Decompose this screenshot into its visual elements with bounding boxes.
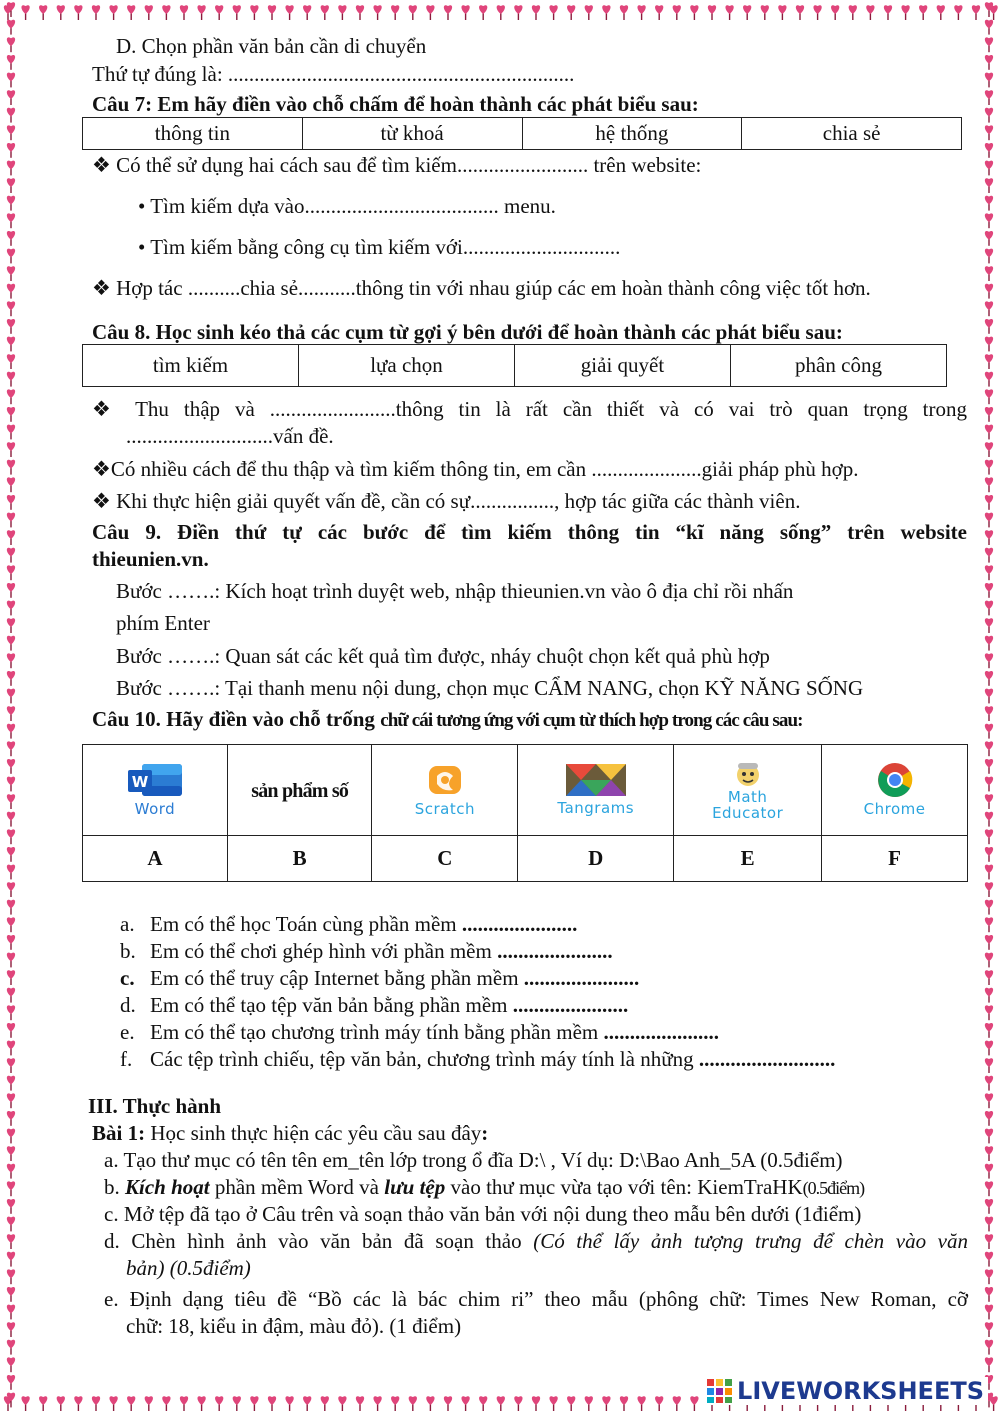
q8-statement-2[interactable]: ❖Có nhiều cách để thu thập và tìm kiếm thông tin, em cần .....................giải pháp phù hợp. <box>92 457 859 481</box>
q10-software-table <box>82 744 968 882</box>
item-text: Em có thể tạo tệp văn bản bằng phần mềm <box>150 993 513 1017</box>
word-label: Word <box>134 800 176 818</box>
bai1-task-e: e. Định dạng tiêu đề “Bồ các là bác chim ri” theo mẫu (phông chữ: Times New Roman, cỡ <box>104 1287 968 1311</box>
q7-word[interactable]: hệ thống <box>522 118 742 150</box>
q7-statement-1[interactable]: ❖ Có thể sử dụng hai cách sau để tìm kiếm......................... trên website: <box>92 153 702 177</box>
software-cell-scratch <box>372 745 518 836</box>
software-cell-digital-product <box>227 745 372 836</box>
letter-cell: D <box>518 836 674 882</box>
q9-step-3[interactable]: Bước …….: Tại thanh menu nội dung, chọn mục CẨM NANG, chọn KỸ NĂNG SỐNG <box>116 676 864 700</box>
q10-title-rest: chữ cái tương ứng với cụm từ thích hợp trong các câu sau: <box>380 710 803 731</box>
bai1-label: Bài 1: <box>92 1121 146 1145</box>
item-text: Em có thể chơi ghép hình với phần mềm <box>150 939 498 963</box>
word-icon <box>124 762 186 798</box>
task-b-end: vào thư mục vừa tạo với tên: KiemTraHK <box>445 1175 803 1199</box>
q7-word[interactable]: thông tin <box>83 118 303 150</box>
math-educator-label <box>712 789 783 821</box>
q9-step-1-cont: phím Enter <box>116 611 210 635</box>
bai1-task-e-cont: chữ: 18, kiểu in đậm, màu đỏ). (1 điểm) <box>126 1314 462 1338</box>
liveworksheets-logo[interactable] <box>703 1377 988 1405</box>
q10-title <box>92 706 803 734</box>
task-b-bold-1: Kích hoạt <box>125 1175 210 1199</box>
letter-cell: E <box>674 836 822 882</box>
bai1-intro <box>92 1120 488 1146</box>
q7-title: Câu 7: Em hãy điền vào chỗ chấm để hoàn thành các phát biểu sau: <box>92 92 699 116</box>
q8-statement-1b[interactable]: ............................vấn đề. <box>126 424 334 448</box>
q8-title: Câu 8. Học sinh kéo thả các cụm từ gợi ý bên dưới để hoàn thành các phát biểu sau: <box>92 320 843 344</box>
q10-item-b <box>120 938 613 964</box>
q9-step-1[interactable]: Bước …….: Kích hoạt trình duyệt web, nhập thieunien.vn vào ô địa chỉ rồi nhấn <box>116 579 794 603</box>
bai1-task-d-cont <box>126 1255 251 1281</box>
task-b-bold-2: lưu tệp <box>384 1175 446 1199</box>
task-d-text: d. Chèn hình ảnh vào văn bản đã soạn thảo <box>104 1229 534 1253</box>
bai1-colon: : <box>481 1121 489 1145</box>
q10-item-d <box>120 992 628 1018</box>
item-marker: e. <box>120 1020 135 1044</box>
q10-title-main: Câu 10. Hãy điền vào chỗ trống <box>92 707 375 731</box>
math-educator-icon <box>728 761 768 787</box>
item-text: Em có thể học Toán cùng phần mềm <box>150 912 462 936</box>
q9-title-line-1: Câu 9. Điền thứ tự các bước để tìm kiếm thông tin “kĩ năng sống” trên website <box>92 520 967 544</box>
chrome-icon <box>877 762 913 798</box>
software-cell-tangrams <box>518 745 674 836</box>
answer-blank[interactable]: ...................... <box>497 939 613 963</box>
answer-blank[interactable]: ...................... <box>523 966 640 990</box>
tangrams-label: Tangrams <box>557 799 635 817</box>
item-marker: c. <box>120 966 135 990</box>
letter-cell: C <box>372 836 518 882</box>
q6-option-d: D. Chọn phần văn bản cần di chuyển <box>116 34 427 58</box>
q7-word-bank <box>82 117 962 150</box>
q9-step-2[interactable]: Bước …….: Quan sát các kết quả tìm được, nháy chuột chọn kết quả phù hợp <box>116 644 770 668</box>
math-educator-label-line-1: Math <box>727 788 768 806</box>
q10-item-f <box>120 1046 835 1072</box>
digital-product-label: sản phẩm số <box>251 779 349 802</box>
q8-word-bank <box>82 344 947 387</box>
task-b-points: (0.5điểm) <box>802 1178 865 1198</box>
q6-answer-order[interactable]: Thứ tự đúng là: .................................................................. <box>92 62 575 86</box>
answer-blank[interactable]: ...................... <box>512 993 629 1017</box>
liveworksheets-grid-icon <box>707 1379 733 1403</box>
liveworksheets-brand-text: LIVEWORKSHEETS <box>737 1377 984 1405</box>
item-marker: f. <box>120 1047 133 1071</box>
answer-blank[interactable]: ...................... <box>603 1020 719 1044</box>
q8-statement-3[interactable]: ❖ Khi thực hiện giải quyết vấn đề, cần có sự................, hợp tác giữa các thành viên. <box>92 489 801 513</box>
software-cell-word <box>83 745 228 836</box>
q7-statement-1b[interactable]: • Tìm kiếm bằng công cụ tìm kiếm với.............................. <box>138 235 621 259</box>
q10-item-a <box>120 911 577 937</box>
q10-item-e <box>120 1019 719 1045</box>
q8-word[interactable]: lựa chọn <box>299 345 515 387</box>
q7-word[interactable]: chia sẻ <box>742 118 962 150</box>
q8-word[interactable]: tìm kiếm <box>83 345 299 387</box>
bai1-task-c: c. Mở tệp đã tạo ở Câu trên và soạn thảo văn bản với nội dung theo mẫu bên dưới (1điểm) <box>104 1202 862 1226</box>
q10-item-c <box>120 965 639 991</box>
q7-word[interactable]: từ khoá <box>302 118 522 150</box>
bai1-task-d <box>104 1228 968 1254</box>
task-d-italic: (Có thể lấy ảnh tượng trưng để chèn vào văn <box>533 1229 968 1253</box>
practice-heading: III. Thực hành <box>88 1094 222 1118</box>
letter-cell: F <box>822 836 968 882</box>
bai1-task-b <box>104 1174 864 1201</box>
q7-statement-2[interactable]: ❖ Hợp tác ..........chia sẻ...........thông tin với nhau giúp các em hoàn thành công việc tốt hơn. <box>92 276 871 300</box>
task-d-italic-cont: bản) (0.5điểm) <box>126 1256 251 1280</box>
svg-text:W: W <box>131 773 149 791</box>
q7-statement-1a[interactable]: • Tìm kiếm dựa vào..................................... menu. <box>138 194 556 218</box>
task-b-prefix: b. <box>104 1175 125 1199</box>
q8-statement-1a[interactable]: ❖ Thu thập và ........................thông tin là rất cần thiết và có vai trò quan trọng trong <box>92 397 967 421</box>
software-cell-chrome <box>822 745 968 836</box>
answer-blank[interactable]: .......................... <box>698 1047 836 1071</box>
item-text: Em có thể tạo chương trình máy tính bằng phần mềm <box>150 1020 604 1044</box>
scratch-icon <box>423 762 467 798</box>
letter-cell: B <box>227 836 372 882</box>
item-marker: d. <box>120 993 136 1017</box>
q8-word[interactable]: giải quyết <box>515 345 731 387</box>
item-marker: b. <box>120 939 136 963</box>
math-educator-label-line-2: Educator <box>712 804 784 822</box>
software-cell-math-educator <box>674 745 822 836</box>
chrome-label: Chrome <box>863 800 926 818</box>
q8-word[interactable]: phân công <box>731 345 947 387</box>
scratch-label: Scratch <box>414 800 475 818</box>
bai1-task-a: a. Tạo thư mục có tên tên em_tên lớp trong ổ đĩa D:\ , Ví dụ: D:\Bao Anh_5A (0.5điểm) <box>104 1148 843 1172</box>
q9-title-line-2: thieunien.vn. <box>92 547 209 571</box>
item-text: Em có thể truy cập Internet bằng phần mềm <box>150 966 524 990</box>
item-text: Các tệp trình chiếu, tệp văn bản, chương trình máy tính là những <box>150 1047 699 1071</box>
item-marker: a. <box>120 912 135 936</box>
letter-cell: A <box>83 836 228 882</box>
answer-blank[interactable]: ...................... <box>461 912 578 936</box>
task-b-mid: phần mềm Word và <box>209 1175 385 1199</box>
bai1-text: Học sinh thực hiện các yêu cầu sau đây <box>145 1121 482 1145</box>
tangrams-icon <box>565 763 627 797</box>
